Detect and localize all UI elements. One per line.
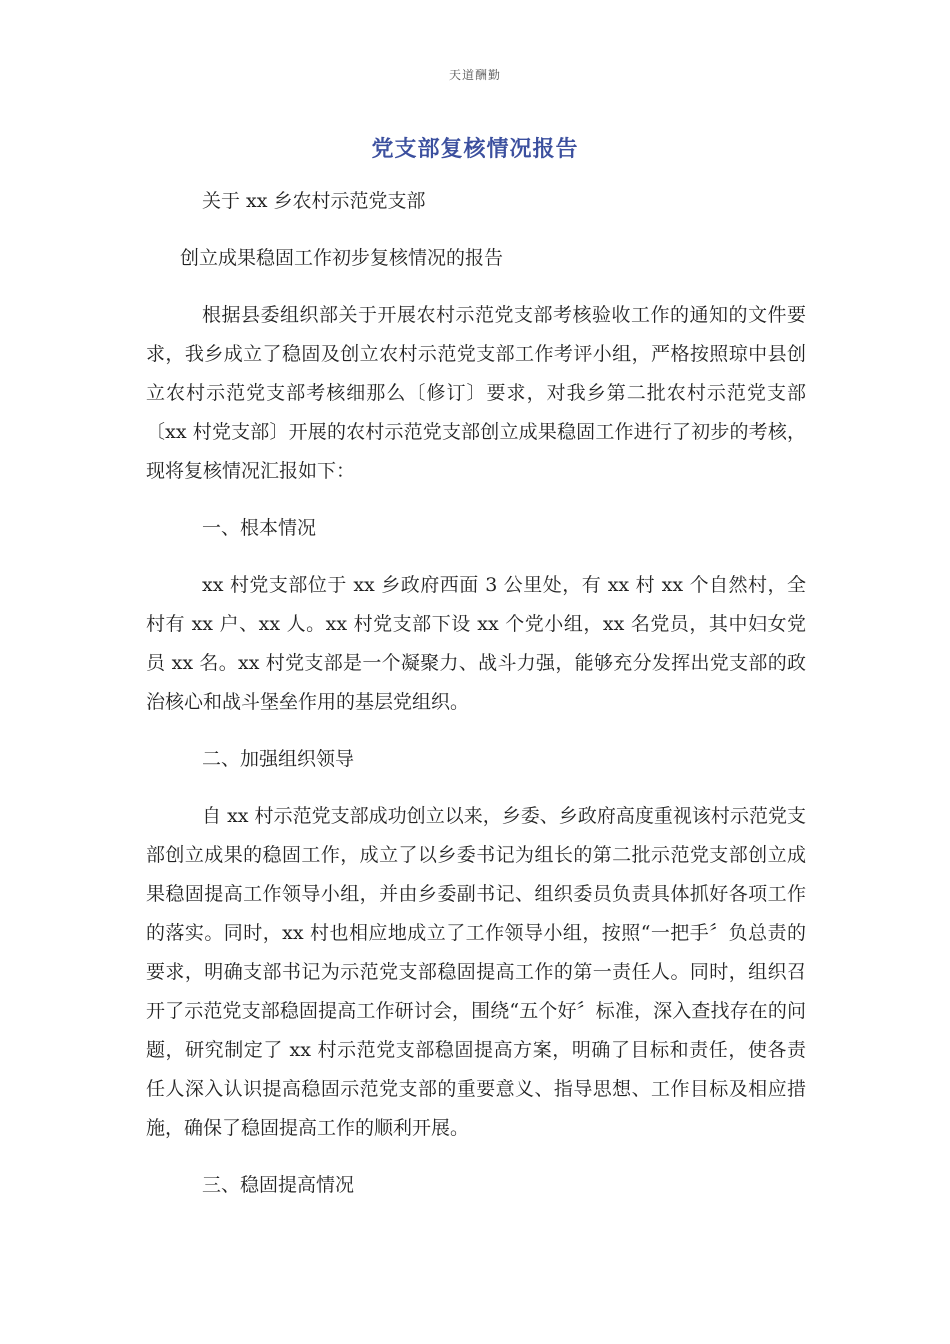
document-title: 党支部复核情况报告 xyxy=(371,137,579,162)
document-body xyxy=(146,182,806,1205)
section-2-paragraph: 自 xx 村示范党支部成功创立以来，乡委、乡政府高度重视该村示范党支部创立成果的稳固工作，成立了以乡委书记为组长的第二批示范党支部创立成果稳固提高工作领导小组，并由乡委副书记、组织委员负责具体抓好各项工作的落实。同时，xx 村也相应地成立了工作领导小组，按照“一把手〞负总责的要求，明确支部书记为示范党支部稳固提高工作的第一责任人。同时，组织召开了示范党支部稳固提高工作研讨会，围绕“五个好〞标准，深入查找存在的问题，研究制定了 xx 村示范党支部稳固提高方案，明确了目标和责任，使各责任人深入认识提高稳固示范党支部的重要意义、指导思想、工作目标及相应措施，确保了稳固提高工作的顺利开展。 xyxy=(146,805,806,1139)
spacer xyxy=(146,491,806,509)
section-heading-2: 二、加强组织领导 xyxy=(202,748,355,770)
section-heading-1: 一、根本情况 xyxy=(202,517,317,539)
subtitle-line-1: 关于 xx 乡农村示范党支部 xyxy=(202,190,426,212)
section-heading-3: 三、稳固提高情况 xyxy=(202,1174,355,1196)
spacer xyxy=(146,1148,806,1166)
subtitle-line-2: 创立成果稳固工作初步复核情况的报告 xyxy=(180,247,504,269)
page-header: 天道酬勤 xyxy=(448,68,501,82)
spacer xyxy=(146,221,806,239)
section-1-paragraph: xx 村党支部位于 xx 乡政府西面 3 公里处，有 xx 村 xx 个自然村，全村有 xx 户、xx 人。xx 村党支部下设 xx 个党小组，xx 名党员，其中妇女党员 xx 名。xx 村党支部是一个凝聚力、战斗力强，能够充分发挥出党支部的政治核心和战斗堡垒作用的基层党组织。 xyxy=(146,574,806,713)
spacer xyxy=(146,278,806,296)
spacer xyxy=(146,548,806,566)
spacer xyxy=(146,779,806,797)
intro-paragraph: 根据县委组织部关于开展农村示范党支部考核验收工作的通知的文件要求，我乡成立了稳固及创立农村示范党支部工作考评小组，严格按照琼中县创立农村示范党支部考核细那么〔修订〕要求，对我乡第二批农村示范党支部〔xx 村党支部〕开展的农村示范党支部创立成果稳固工作进行了初步的考核，现将复核情况汇报如下： xyxy=(146,304,806,482)
spacer xyxy=(146,722,806,740)
